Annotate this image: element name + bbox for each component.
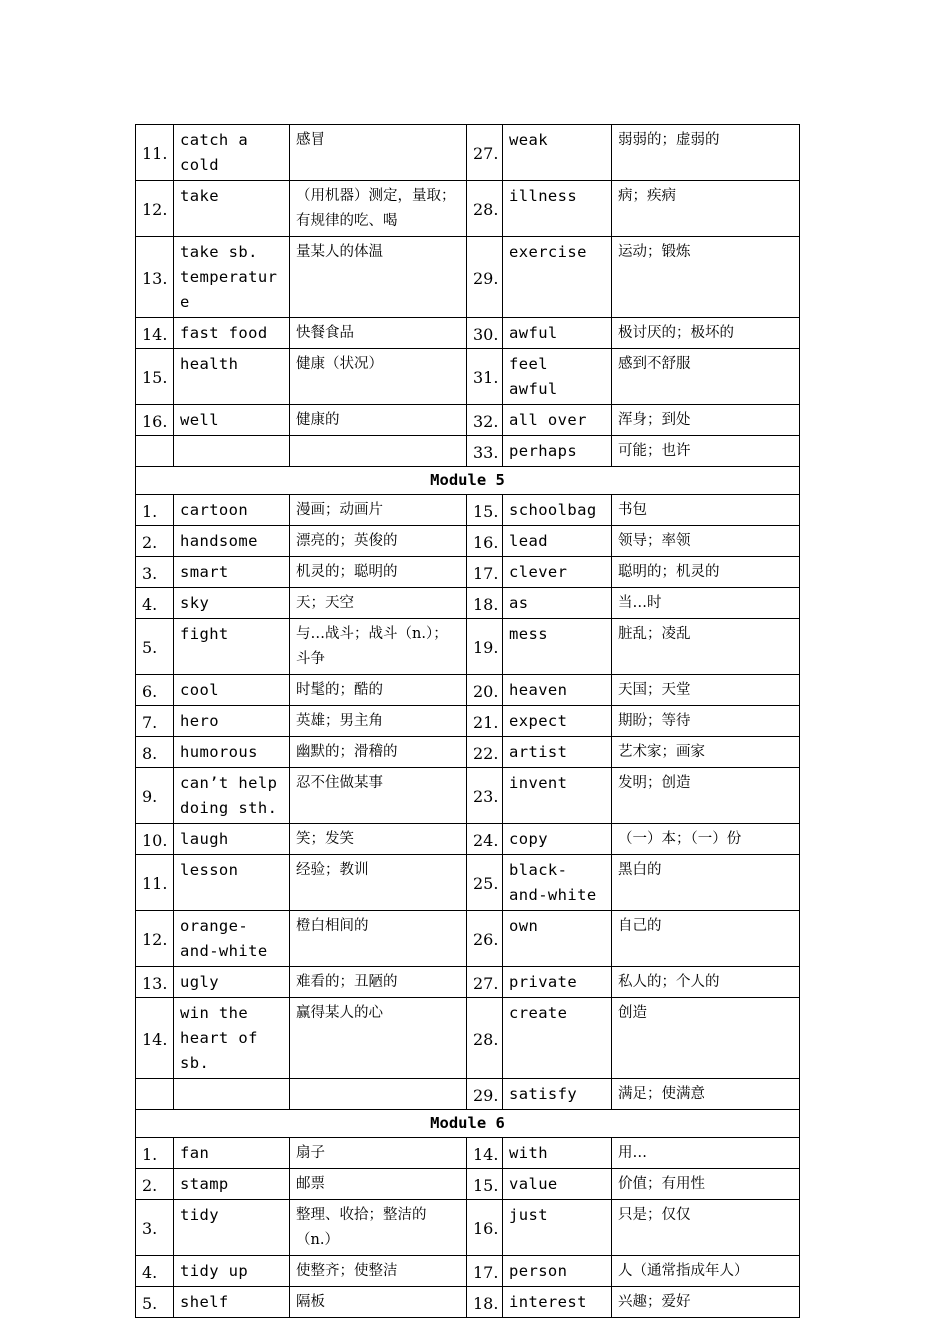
english-word: orange-and-white (174, 911, 290, 967)
vocab-row (136, 619, 800, 675)
entry-number: 18. (467, 1287, 503, 1318)
english-word: health (174, 349, 290, 405)
english-word: cartoon (174, 495, 290, 526)
english-word: win the heart of sb. (174, 998, 290, 1079)
chinese-meaning: 健康的 (290, 405, 467, 436)
entry-number: 3. (136, 1200, 174, 1256)
chinese-meaning: 赢得某人的心 (290, 998, 467, 1079)
module-heading: Module 6 (136, 1110, 800, 1138)
english-word: with (503, 1138, 612, 1169)
vocab-row (136, 436, 800, 467)
english-word: mess (503, 619, 612, 675)
vocab-row (136, 967, 800, 998)
english-word: laugh (174, 824, 290, 855)
english-word: sky (174, 588, 290, 619)
vocab-row (136, 998, 800, 1079)
chinese-meaning: 难看的；丑陋的 (290, 967, 467, 998)
chinese-meaning: 扇子 (290, 1138, 467, 1169)
entry-number: 12. (136, 181, 174, 237)
vocab-row (136, 824, 800, 855)
chinese-meaning (290, 436, 467, 467)
chinese-meaning: 艺术家；画家 (612, 737, 800, 768)
entry-number: 33. (467, 436, 503, 467)
entry-number: 30. (467, 318, 503, 349)
english-word: shelf (174, 1287, 290, 1318)
english-word: value (503, 1169, 612, 1200)
english-word: tidy (174, 1200, 290, 1256)
entry-number: 4. (136, 588, 174, 619)
chinese-meaning: 感冒 (290, 125, 467, 181)
english-word: humorous (174, 737, 290, 768)
english-word: as (503, 588, 612, 619)
chinese-meaning: 运动；锻炼 (612, 237, 800, 318)
chinese-meaning: 满足；使满意 (612, 1079, 800, 1110)
entry-number: 24. (467, 824, 503, 855)
entry-number: 1. (136, 1138, 174, 1169)
english-word (174, 1079, 290, 1110)
chinese-meaning: 隔板 (290, 1287, 467, 1318)
vocab-row (136, 1169, 800, 1200)
chinese-meaning: 发明；创造 (612, 768, 800, 824)
entry-number: 11. (136, 125, 174, 181)
english-word (174, 436, 290, 467)
entry-number: 7. (136, 706, 174, 737)
entry-number: 17. (467, 1256, 503, 1287)
entry-number: 2. (136, 1169, 174, 1200)
chinese-meaning: 漫画；动画片 (290, 495, 467, 526)
chinese-meaning: 脏乱；凌乱 (612, 619, 800, 675)
chinese-meaning: 与…战斗；战斗（n.）；斗争 (290, 619, 467, 675)
chinese-meaning: 聪明的；机灵的 (612, 557, 800, 588)
chinese-meaning: 机灵的；聪明的 (290, 557, 467, 588)
chinese-meaning: 黑白的 (612, 855, 800, 911)
entry-number: 15. (467, 1169, 503, 1200)
entry-number: 13. (136, 237, 174, 318)
english-word: artist (503, 737, 612, 768)
vocab-row (136, 706, 800, 737)
chinese-meaning: 英雄；男主角 (290, 706, 467, 737)
vocab-row (136, 1287, 800, 1318)
entry-number: 6. (136, 675, 174, 706)
english-word: illness (503, 181, 612, 237)
entry-number: 26. (467, 911, 503, 967)
entry-number: 12. (136, 911, 174, 967)
chinese-meaning: 健康（状况） (290, 349, 467, 405)
module-heading: Module 5 (136, 467, 800, 495)
entry-number: 11. (136, 855, 174, 911)
entry-number: 1. (136, 495, 174, 526)
chinese-meaning: 只是；仅仅 (612, 1200, 800, 1256)
chinese-meaning: 期盼；等待 (612, 706, 800, 737)
chinese-meaning: 极讨厌的；极坏的 (612, 318, 800, 349)
entry-number: 25. (467, 855, 503, 911)
entry-number: 22. (467, 737, 503, 768)
chinese-meaning: 创造 (612, 998, 800, 1079)
english-word: lead (503, 526, 612, 557)
module-heading-row (136, 467, 800, 495)
entry-number: 16. (136, 405, 174, 436)
entry-number: 15. (136, 349, 174, 405)
chinese-meaning: 用… (612, 1138, 800, 1169)
english-word: feel awful (503, 349, 612, 405)
entry-number: 23. (467, 768, 503, 824)
entry-number: 16. (467, 1200, 503, 1256)
chinese-meaning: 橙白相间的 (290, 911, 467, 967)
chinese-meaning: 自己的 (612, 911, 800, 967)
english-word: exercise (503, 237, 612, 318)
entry-number: 28. (467, 181, 503, 237)
vocab-row (136, 349, 800, 405)
entry-number: 20. (467, 675, 503, 706)
vocabulary-table (135, 124, 800, 1318)
english-word: stamp (174, 1169, 290, 1200)
vocab-row (136, 1079, 800, 1110)
english-word: take (174, 181, 290, 237)
english-word: fan (174, 1138, 290, 1169)
english-word: schoolbag (503, 495, 612, 526)
entry-number: 27. (467, 125, 503, 181)
vocab-row (136, 768, 800, 824)
english-word: own (503, 911, 612, 967)
english-word: create (503, 998, 612, 1079)
chinese-meaning: 人（通常指成年人） (612, 1256, 800, 1287)
chinese-meaning: 书包 (612, 495, 800, 526)
chinese-meaning (290, 1079, 467, 1110)
entry-number: 27. (467, 967, 503, 998)
english-word: interest (503, 1287, 612, 1318)
english-word: fast food (174, 318, 290, 349)
entry-number: 13. (136, 967, 174, 998)
vocab-row (136, 588, 800, 619)
english-word: expect (503, 706, 612, 737)
entry-number: 31. (467, 349, 503, 405)
entry-number: 16. (467, 526, 503, 557)
entry-number: 2. (136, 526, 174, 557)
english-word: take sb. temperature (174, 237, 290, 318)
entry-number: 5. (136, 619, 174, 675)
english-word: person (503, 1256, 612, 1287)
entry-number: 10. (136, 824, 174, 855)
english-word: weak (503, 125, 612, 181)
chinese-meaning: 天国；天堂 (612, 675, 800, 706)
vocab-row (136, 405, 800, 436)
english-word: all over (503, 405, 612, 436)
vocab-row (136, 1138, 800, 1169)
entry-number: 3. (136, 557, 174, 588)
chinese-meaning: 快餐食品 (290, 318, 467, 349)
chinese-meaning: 感到不舒服 (612, 349, 800, 405)
chinese-meaning: 经验；教训 (290, 855, 467, 911)
entry-number: 5. (136, 1287, 174, 1318)
entry-number: 14. (467, 1138, 503, 1169)
module-heading-row (136, 1110, 800, 1138)
entry-number: 29. (467, 237, 503, 318)
english-word: catch a cold (174, 125, 290, 181)
entry-number: 21. (467, 706, 503, 737)
english-word: smart (174, 557, 290, 588)
vocab-row (136, 1256, 800, 1287)
english-word: well (174, 405, 290, 436)
english-word: can’t help doing sth. (174, 768, 290, 824)
vocab-row (136, 855, 800, 911)
chinese-meaning: （一）本；（一）份 (612, 824, 800, 855)
english-word: copy (503, 824, 612, 855)
vocabulary-table-body (136, 125, 800, 1318)
vocab-row (136, 911, 800, 967)
chinese-meaning: 兴趣；爱好 (612, 1287, 800, 1318)
english-word: lesson (174, 855, 290, 911)
chinese-meaning: 病；疾病 (612, 181, 800, 237)
entry-number: 14. (136, 998, 174, 1079)
chinese-meaning: 整理、收拾；整洁的（n.） (290, 1200, 467, 1256)
english-word: handsome (174, 526, 290, 557)
entry-number: 8. (136, 737, 174, 768)
entry-number: 9. (136, 768, 174, 824)
entry-number: 4. (136, 1256, 174, 1287)
english-word: tidy up (174, 1256, 290, 1287)
chinese-meaning: 弱弱的；虚弱的 (612, 125, 800, 181)
english-word: ugly (174, 967, 290, 998)
english-word: just (503, 1200, 612, 1256)
vocab-row (136, 737, 800, 768)
chinese-meaning: 私人的；个人的 (612, 967, 800, 998)
chinese-meaning: 当…时 (612, 588, 800, 619)
english-word: fight (174, 619, 290, 675)
chinese-meaning: 笑；发笑 (290, 824, 467, 855)
english-word: heaven (503, 675, 612, 706)
entry-number: 18. (467, 588, 503, 619)
english-word: clever (503, 557, 612, 588)
chinese-meaning: 浑身；到处 (612, 405, 800, 436)
vocab-row (136, 557, 800, 588)
chinese-meaning: 漂亮的；英俊的 (290, 526, 467, 557)
chinese-meaning: 可能；也许 (612, 436, 800, 467)
entry-number: 15. (467, 495, 503, 526)
vocab-row (136, 1200, 800, 1256)
entry-number: 28. (467, 998, 503, 1079)
english-word: hero (174, 706, 290, 737)
entry-number (136, 436, 174, 467)
english-word: awful (503, 318, 612, 349)
english-word: invent (503, 768, 612, 824)
vocab-row (136, 526, 800, 557)
chinese-meaning: 幽默的；滑稽的 (290, 737, 467, 768)
entry-number: 17. (467, 557, 503, 588)
chinese-meaning: 天；天空 (290, 588, 467, 619)
vocab-row (136, 318, 800, 349)
vocab-row (136, 237, 800, 318)
entry-number: 19. (467, 619, 503, 675)
english-word: perhaps (503, 436, 612, 467)
english-word: satisfy (503, 1079, 612, 1110)
english-word: black-and-white (503, 855, 612, 911)
entry-number: 14. (136, 318, 174, 349)
entry-number (136, 1079, 174, 1110)
chinese-meaning: 价值；有用性 (612, 1169, 800, 1200)
chinese-meaning: 时髦的；酷的 (290, 675, 467, 706)
chinese-meaning: 忍不住做某事 (290, 768, 467, 824)
chinese-meaning: 邮票 (290, 1169, 467, 1200)
chinese-meaning: 使整齐；使整洁 (290, 1256, 467, 1287)
vocab-row (136, 125, 800, 181)
english-word: cool (174, 675, 290, 706)
vocab-row (136, 675, 800, 706)
entry-number: 29. (467, 1079, 503, 1110)
vocab-row (136, 495, 800, 526)
english-word: private (503, 967, 612, 998)
chinese-meaning: 量某人的体温 (290, 237, 467, 318)
chinese-meaning: 领导；率领 (612, 526, 800, 557)
entry-number: 32. (467, 405, 503, 436)
chinese-meaning: （用机器）测定，量取；有规律的吃、喝 (290, 181, 467, 237)
vocab-row (136, 181, 800, 237)
